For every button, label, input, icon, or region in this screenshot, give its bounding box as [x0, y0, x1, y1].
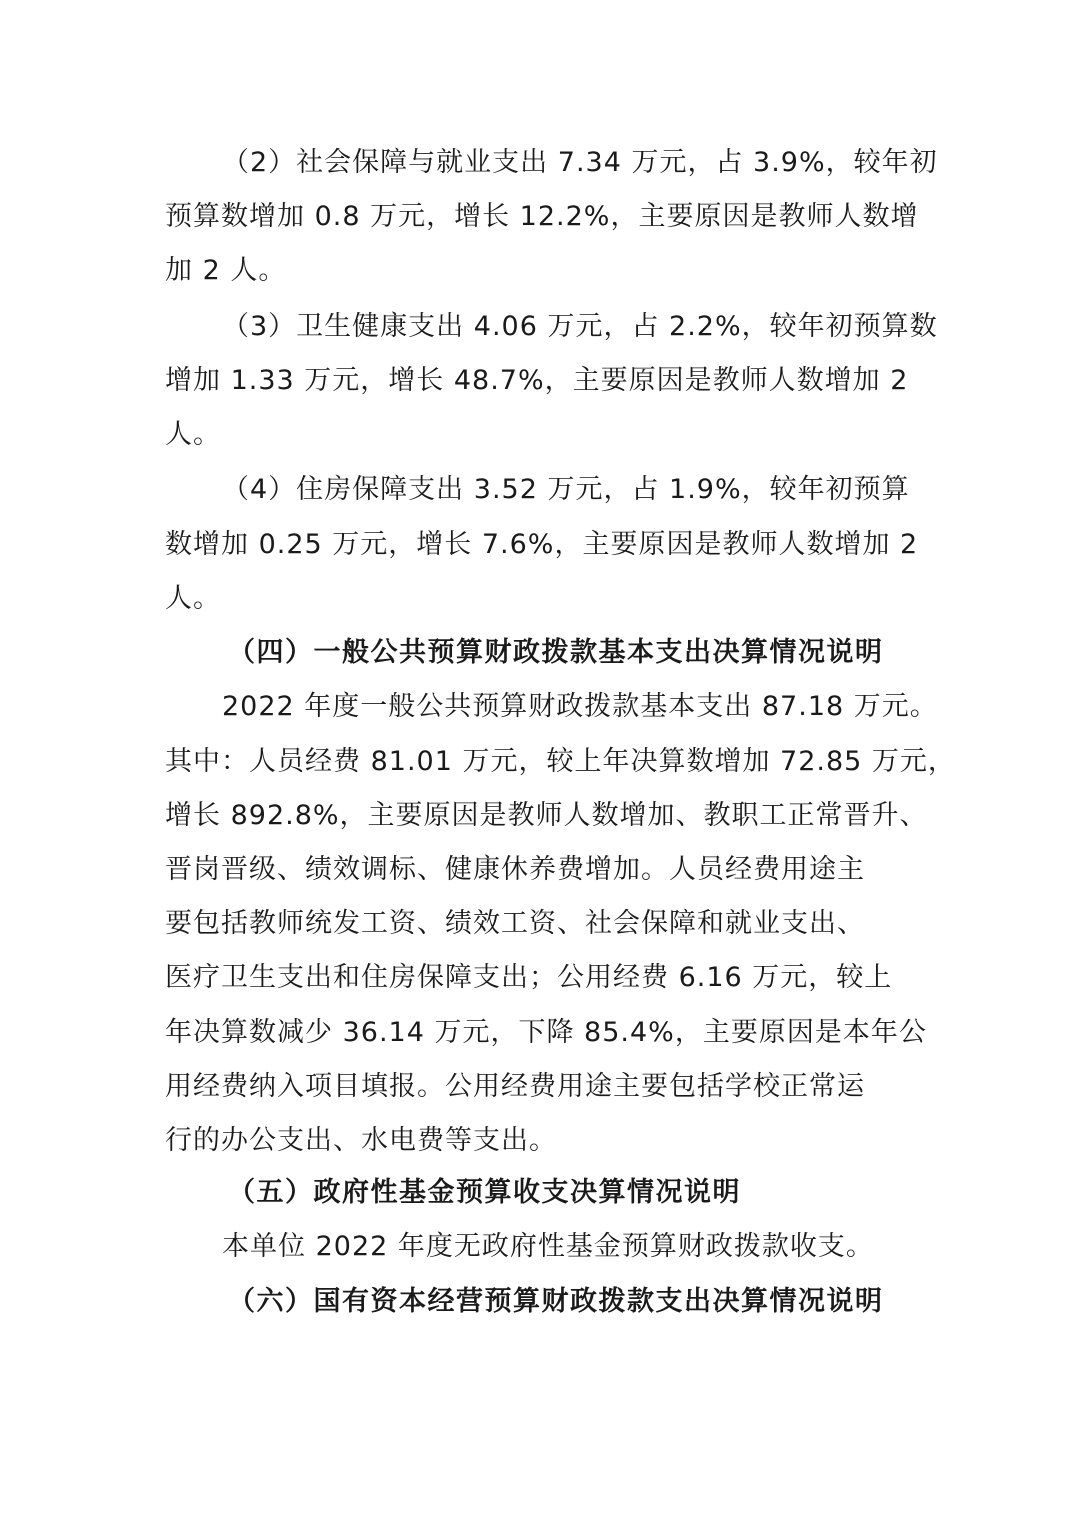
paragraph-line: （2）社会保障与就业支出 7.34 万元，占 3.9%，较年初 [222, 147, 938, 178]
paragraph-line: 数增加 0.25 万元，增长 7.6%，主要原因是教师人数增加 2 [165, 529, 919, 560]
paragraph-line: （3）卫生健康支出 4.06 万元，占 2.2%，较年初预算数 [222, 311, 938, 342]
paragraph-line: 行的办公支出、水电费等支出。 [165, 1125, 557, 1156]
paragraph-line: 其中：人员经费 81.01 万元，较上年决算数增加 72.85 万元， [165, 746, 956, 777]
paragraph-line: 医疗卫生支出和住房保障支出；公用经费 6.16 万元，较上 [165, 962, 893, 993]
paragraph-line: 预算数增加 0.8 万元，增长 12.2%，主要原因是教师人数增 [165, 201, 919, 232]
paragraph-line: 年决算数减少 36.14 万元，下降 85.4%，主要原因是本年公 [165, 1017, 927, 1048]
section-heading: （四）一般公共预算财政拨款基本支出决算情况说明 [228, 637, 884, 668]
paragraph-line: 增长 892.8%，主要原因是教师人数增加、教职工正常晋升、 [165, 800, 928, 831]
paragraph-line: 本单位 2022 年度无政府性基金预算财政拨款收支。 [222, 1231, 874, 1262]
section-heading: （五）政府性基金预算收支决算情况说明 [228, 1177, 741, 1208]
paragraph-line: 人。 [165, 419, 221, 450]
paragraph-line: 加 2 人。 [165, 255, 287, 286]
paragraph-line: 晋岗晋级、绩效调标、健康休养费增加。人员经费用途主 [165, 854, 865, 885]
paragraph-line: 2022 年度一般公共预算财政拨款基本支出 87.18 万元。 [222, 691, 938, 722]
paragraph-line: （4）住房保障支出 3.52 万元，占 1.9%，较年初预算 [222, 474, 910, 505]
section-heading: （六）国有资本经营预算财政拨款支出决算情况说明 [228, 1286, 884, 1317]
paragraph-line: 增加 1.33 万元，增长 48.7%，主要原因是教师人数增加 2 [165, 365, 909, 396]
paragraph-line: 要包括教师统发工资、绩效工资、社会保障和就业支出、 [165, 908, 865, 939]
paragraph-line: 人。 [165, 583, 221, 614]
paragraph-line: 用经费纳入项目填报。公用经费用途主要包括学校正常运 [165, 1071, 865, 1102]
